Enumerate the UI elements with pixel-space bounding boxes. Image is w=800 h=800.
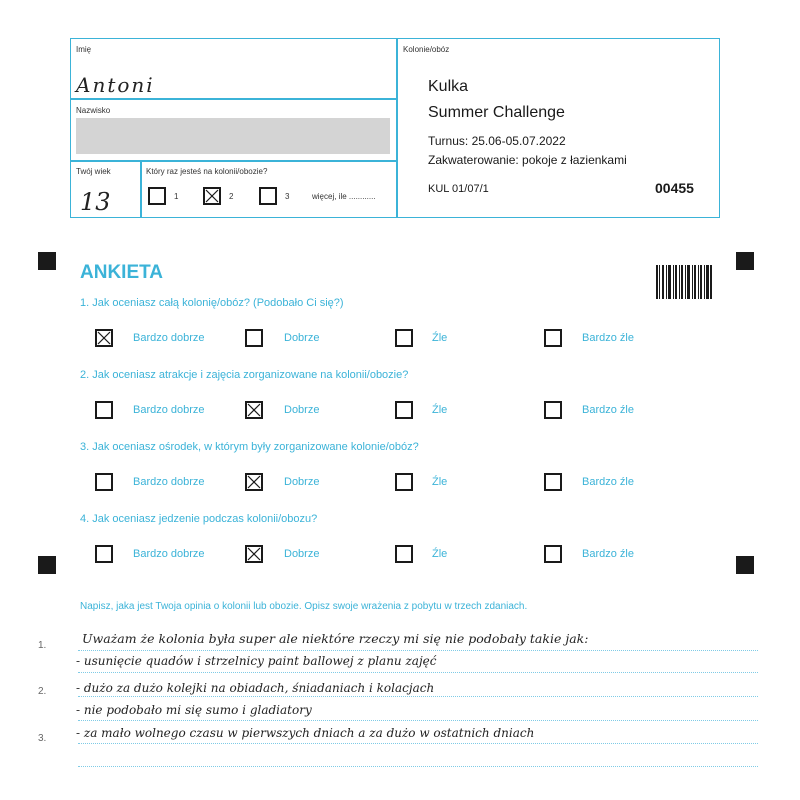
check-mark-icon (247, 475, 261, 489)
rating-option-label: Źle (432, 476, 448, 488)
writing-line (78, 672, 758, 673)
rating-checkbox[interactable] (395, 401, 413, 419)
first-name-divider (70, 98, 397, 100)
times-option-3: 3 (285, 192, 290, 201)
rating-checkbox[interactable] (544, 545, 562, 563)
writing-line (78, 766, 758, 767)
check-mark-icon (97, 331, 111, 345)
registration-marker (38, 556, 56, 574)
rating-option-label: Dobrze (284, 332, 320, 344)
rating-checkbox[interactable] (95, 473, 113, 491)
opinion-prompt: Napisz, jaka jest Twoja opinia o kolonii lub obozie. Opisz swoje wrażenia z pobytu w trzech zdaniach. (80, 601, 528, 612)
rating-checkbox[interactable] (95, 329, 113, 347)
camp-code: KUL 01/07/1 (428, 183, 489, 195)
response-line: Uważam że kolonia była super ale niektóre rzeczy mi się nie podobały takie jak: (82, 631, 589, 646)
rating-option-label: Dobrze (284, 404, 320, 416)
times-checkbox-1[interactable] (148, 187, 166, 205)
response-line: - za mało wolnego czasu w pierwszych dniach a za dużo w ostatnich dniach (76, 726, 535, 740)
rating-checkbox[interactable] (245, 401, 263, 419)
times-option-2: 2 (229, 192, 234, 201)
line-number: 2. (38, 686, 47, 697)
check-mark-icon (247, 547, 261, 561)
registration-marker (736, 252, 754, 270)
question-text: 4. Jak oceniasz jedzenie podczas kolonii/obozu? (80, 513, 318, 525)
rating-option-label: Bardzo źle (582, 404, 634, 416)
rating-checkbox[interactable] (544, 473, 562, 491)
registration-marker (38, 252, 56, 270)
rating-checkbox[interactable] (395, 329, 413, 347)
age-divider (140, 160, 142, 218)
header-divider (396, 38, 398, 218)
camp-name-line1: Kulka (428, 78, 469, 95)
rating-option-label: Bardzo źle (582, 476, 634, 488)
times-checkbox-2[interactable] (203, 187, 221, 205)
survey-title: ANKIETA (80, 262, 164, 283)
rating-option-label: Bardzo dobrze (133, 548, 205, 560)
last-name-redacted (76, 118, 390, 154)
question-text: 3. Jak oceniasz ośrodek, w którym były zorganizowane kolonie/obóz? (80, 441, 419, 453)
check-mark-icon (205, 189, 219, 203)
rating-option-label: Dobrze (284, 476, 320, 488)
times-checkbox-3[interactable] (259, 187, 277, 205)
times-option-more: więcej, ile ............ (312, 192, 376, 201)
first-name-value: Antoni (76, 73, 155, 97)
rating-option-label: Bardzo źle (582, 548, 634, 560)
rating-checkbox[interactable] (395, 545, 413, 563)
response-line: - dużo za dużo kolejki na obiadach, śniadaniach i kolacjach (76, 681, 435, 695)
rating-checkbox[interactable] (95, 401, 113, 419)
times-label: Który raz jesteś na kolonii/obozie? (146, 167, 268, 176)
first-name-label: Imię (76, 45, 92, 54)
rating-checkbox[interactable] (245, 329, 263, 347)
rating-option-label: Źle (432, 404, 448, 416)
rating-option-label: Źle (432, 332, 448, 344)
line-number: 1. (38, 640, 47, 651)
rating-checkbox[interactable] (245, 473, 263, 491)
age-value: 13 (80, 188, 111, 216)
rating-option-label: Bardzo źle (582, 332, 634, 344)
camp-name-line2: Summer Challenge (428, 104, 565, 121)
rating-option-label: Bardzo dobrze (133, 476, 205, 488)
camp-label: Kolonie/obóz (403, 45, 450, 54)
writing-line (78, 650, 758, 651)
last-name-divider (70, 160, 397, 162)
rating-option-label: Dobrze (284, 548, 320, 560)
response-line: - nie podobało mi się sumo i gladiatory (76, 703, 312, 717)
writing-line (78, 743, 758, 744)
rating-option-label: Bardzo dobrze (133, 404, 205, 416)
last-name-label: Nazwisko (76, 106, 111, 115)
response-line: - usunięcie quadów i strzelnicy paint ballowej z planu zajęć (76, 654, 437, 668)
rating-option-label: Źle (432, 548, 448, 560)
camp-number: 00455 (655, 180, 694, 196)
writing-line (78, 696, 758, 697)
rating-checkbox[interactable] (245, 545, 263, 563)
barcode-icon (656, 265, 712, 299)
rating-checkbox[interactable] (544, 401, 562, 419)
rating-checkbox[interactable] (95, 545, 113, 563)
question-text: 1. Jak oceniasz całą kolonię/obóz? (Podobało Ci się?) (80, 297, 344, 309)
camp-turnus: Turnus: 25.06-05.07.2022 (428, 134, 566, 148)
rating-option-label: Bardzo dobrze (133, 332, 205, 344)
line-number: 3. (38, 733, 47, 744)
writing-line (78, 720, 758, 721)
registration-marker (736, 556, 754, 574)
times-option-1: 1 (174, 192, 179, 201)
camp-accommodation: Zakwaterowanie: pokoje z łazienkami (428, 153, 627, 167)
rating-checkbox[interactable] (395, 473, 413, 491)
check-mark-icon (247, 403, 261, 417)
rating-checkbox[interactable] (544, 329, 562, 347)
age-label: Twój wiek (76, 167, 111, 176)
question-text: 2. Jak oceniasz atrakcje i zajęcia zorganizowane na kolonii/obozie? (80, 369, 409, 381)
